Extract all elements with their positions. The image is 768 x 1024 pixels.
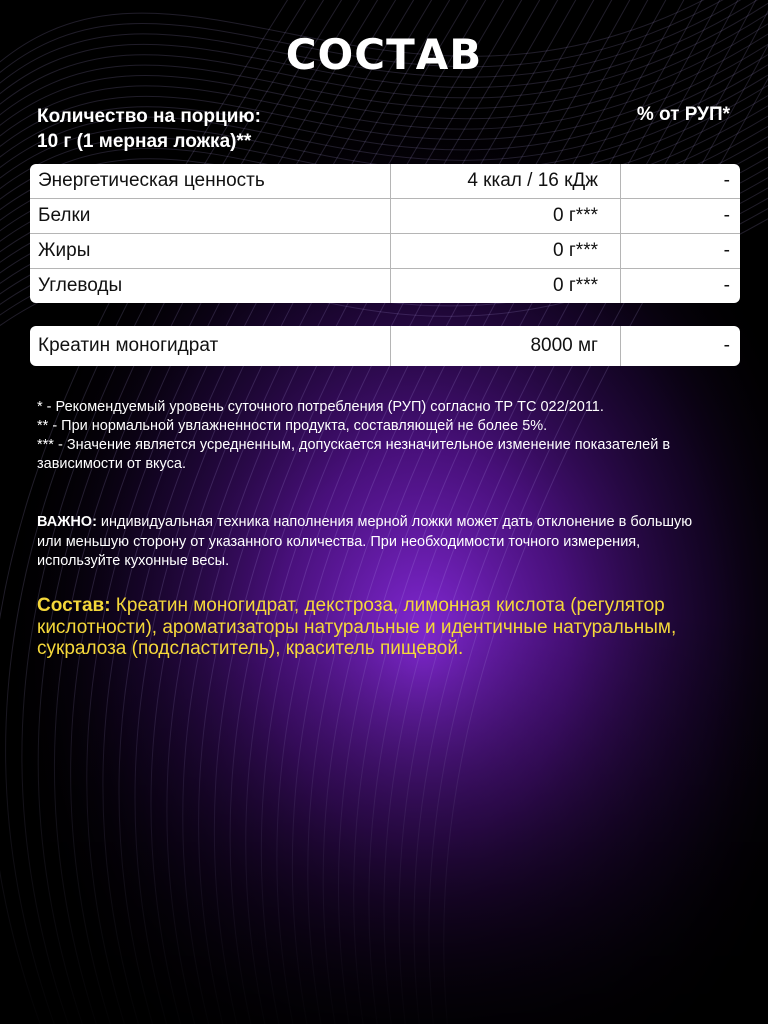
nutrient-rdi: - [620, 269, 740, 303]
serving-size [37, 104, 261, 154]
important-label: ВАЖНО: [37, 514, 97, 530]
active-ingredient-table [30, 326, 740, 366]
ingredient-rdi: - [620, 326, 740, 366]
nutrient-amount: 4 ккал / 16 кДж [390, 164, 620, 198]
ingredient-amount: 8000 мг [390, 326, 620, 366]
nutrient-rdi: - [620, 234, 740, 268]
nutrient-amount: 0 г*** [390, 199, 620, 233]
table-row [30, 233, 740, 268]
nutrient-name: Углеводы [38, 275, 123, 296]
nutrient-rdi: - [620, 199, 740, 233]
nutrient-name: Энергетическая ценность [38, 170, 265, 191]
ingredient-name: Креатин моногидрат [38, 335, 219, 356]
important-note [37, 513, 717, 572]
composition-label: Состав: [37, 595, 111, 616]
footnote: * - Рекомендуемый уровень суточного потребления (РУП) согласно ТР ТС 022/2011. [37, 399, 604, 415]
footnotes [37, 398, 717, 474]
nutrient-name: Белки [38, 205, 91, 226]
nutrient-amount: 0 г*** [390, 269, 620, 303]
rdi-column-header: % от РУП* [636, 104, 730, 125]
nutrient-rdi: - [620, 164, 740, 198]
table-row [30, 268, 740, 303]
composition-text [37, 595, 737, 660]
page-title: СОСТАВ [285, 30, 483, 79]
footnote: *** - Значение является усредненным, допускается незначительное изменение показателей в зависимости от вкуса. [37, 437, 671, 472]
nutrient-name: Жиры [38, 240, 91, 261]
important-text: индивидуальная техника наполнения мерной ложки может дать отклонение в большую или меньшую сторону от указанного количества. При необходимости точного измерения, используйте кухонные весы. [37, 514, 693, 569]
footnote: ** - При нормальной увлажненности продукта, составляющей не более 5%. [37, 418, 548, 434]
table-row [30, 164, 740, 198]
table-row [30, 326, 740, 366]
nutrition-table [30, 164, 740, 303]
composition-body: Креатин моногидрат, декстроза, лимонная кислота (регулятор кислотности), ароматизаторы натуральные и идентичные натуральным, сукралоза (подсластитель), краситель пищевой. [37, 595, 677, 659]
serving-line-1: Количество на порцию: [37, 106, 261, 127]
nutrient-amount: 0 г*** [390, 234, 620, 268]
table-row [30, 198, 740, 233]
serving-line-2: 10 г (1 мерная ложка)** [37, 131, 252, 152]
